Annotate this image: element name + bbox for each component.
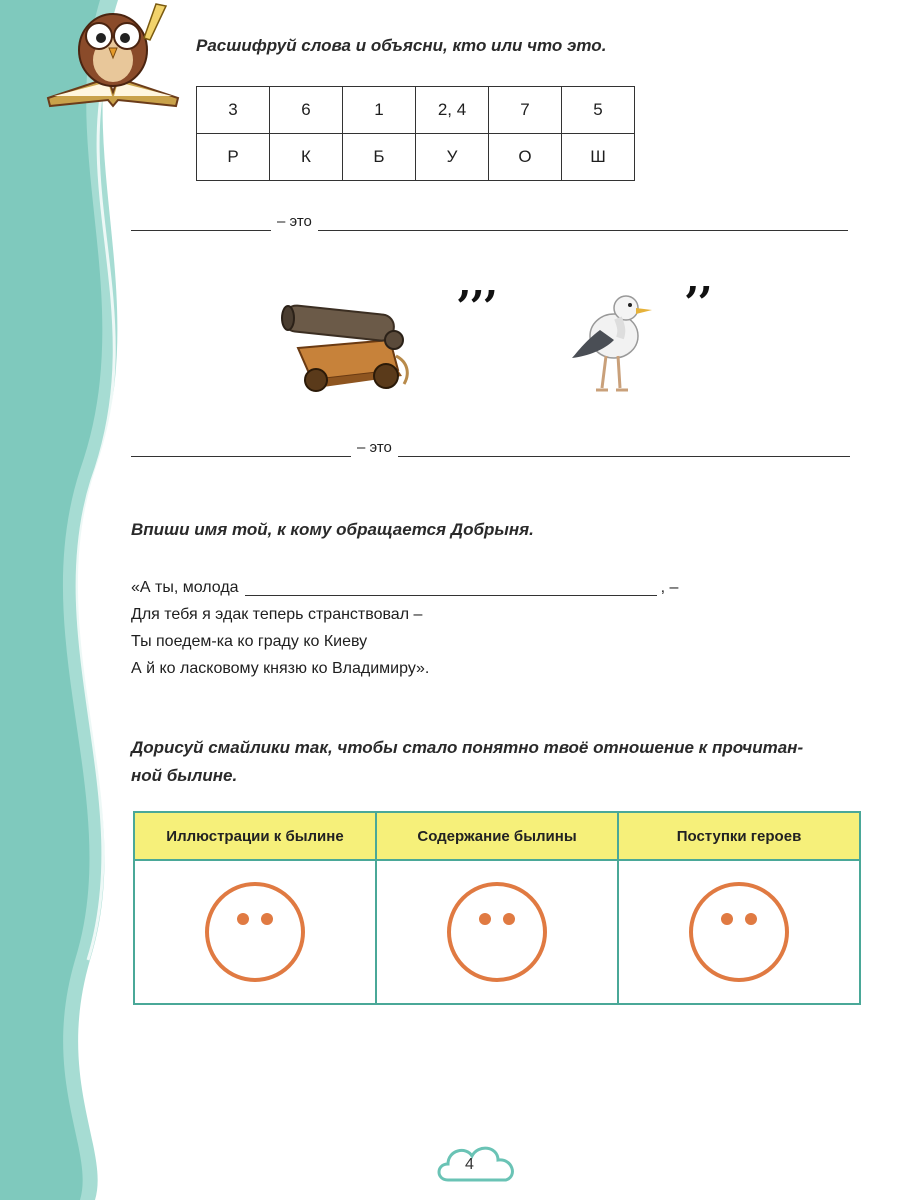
cipher-number: 3 bbox=[197, 87, 270, 134]
word-blank[interactable] bbox=[131, 438, 351, 457]
seagull-image bbox=[570, 292, 656, 396]
smiley-cell[interactable] bbox=[376, 860, 618, 1004]
column-header-content: Содержание былины bbox=[376, 812, 618, 860]
smiley-face-icon[interactable] bbox=[203, 880, 307, 984]
smiley-cell[interactable] bbox=[618, 860, 860, 1004]
answer-line-1 bbox=[131, 212, 848, 231]
name-blank[interactable] bbox=[245, 577, 657, 596]
cannon-image bbox=[278, 296, 420, 396]
cipher-number: 6 bbox=[270, 87, 343, 134]
cipher-letters-row bbox=[197, 134, 635, 181]
column-header-deeds: Поступки героев bbox=[618, 812, 860, 860]
word-blank[interactable] bbox=[131, 212, 271, 231]
cipher-letter: Ш bbox=[562, 134, 635, 181]
poem-line-4: А й ко ласковому князю ко Владимиру». bbox=[131, 660, 430, 677]
rebus-commas-1: ’’’ bbox=[456, 282, 496, 333]
poem-line-2: Для тебя я эдак теперь странствовал – bbox=[131, 606, 423, 623]
smiley-face-icon[interactable] bbox=[445, 880, 549, 984]
poem-line-3: Ты поедем-ка ко граду ко Киеву bbox=[131, 633, 368, 650]
cipher-number: 7 bbox=[489, 87, 562, 134]
owl-with-book-icon bbox=[38, 0, 188, 110]
cipher-letter: К bbox=[270, 134, 343, 181]
task4-title-line2: ной былине. bbox=[131, 766, 238, 785]
cipher-table bbox=[196, 86, 635, 181]
dash-word: – это bbox=[277, 213, 312, 230]
task3-title: Впиши имя той, к кому обращается Добрыня. bbox=[131, 520, 534, 539]
smiley-row bbox=[134, 860, 860, 1004]
dash-word: – это bbox=[357, 439, 392, 456]
explanation-blank[interactable] bbox=[318, 212, 848, 231]
cloud-icon bbox=[434, 1140, 520, 1192]
cipher-letter: У bbox=[416, 134, 489, 181]
cipher-letter: О bbox=[489, 134, 562, 181]
cipher-number: 2, 4 bbox=[416, 87, 489, 134]
column-header-illustrations: Иллюстрации к былине bbox=[134, 812, 376, 860]
poem-line-1 bbox=[131, 574, 678, 601]
cipher-number: 5 bbox=[562, 87, 635, 134]
smiley-face-icon[interactable] bbox=[687, 880, 791, 984]
cipher-numbers-row bbox=[197, 87, 635, 134]
smiley-cell[interactable] bbox=[134, 860, 376, 1004]
page-number: 4 bbox=[465, 1156, 474, 1173]
smiley-table-header bbox=[134, 812, 860, 860]
cipher-letter: Б bbox=[343, 134, 416, 181]
cipher-number: 1 bbox=[343, 87, 416, 134]
side-wave-decoration bbox=[0, 0, 150, 1200]
smiley-table bbox=[133, 811, 861, 1005]
task4-title-line1: Дорисуй смайлики так, чтобы стало понятно твоё отношение к прочитан- bbox=[131, 738, 804, 757]
poem-excerpt bbox=[131, 574, 678, 682]
cipher-letter: Р bbox=[197, 134, 270, 181]
explanation-blank[interactable] bbox=[398, 438, 850, 457]
poem-line-1-end: , – bbox=[660, 579, 679, 596]
rebus-commas-2: ’’ bbox=[684, 278, 711, 329]
task1-title: Расшифруй слова и объясни, кто или что это. bbox=[196, 36, 607, 55]
answer-line-2 bbox=[131, 438, 850, 457]
poem-line-1-start: «А ты, молода bbox=[131, 579, 239, 596]
